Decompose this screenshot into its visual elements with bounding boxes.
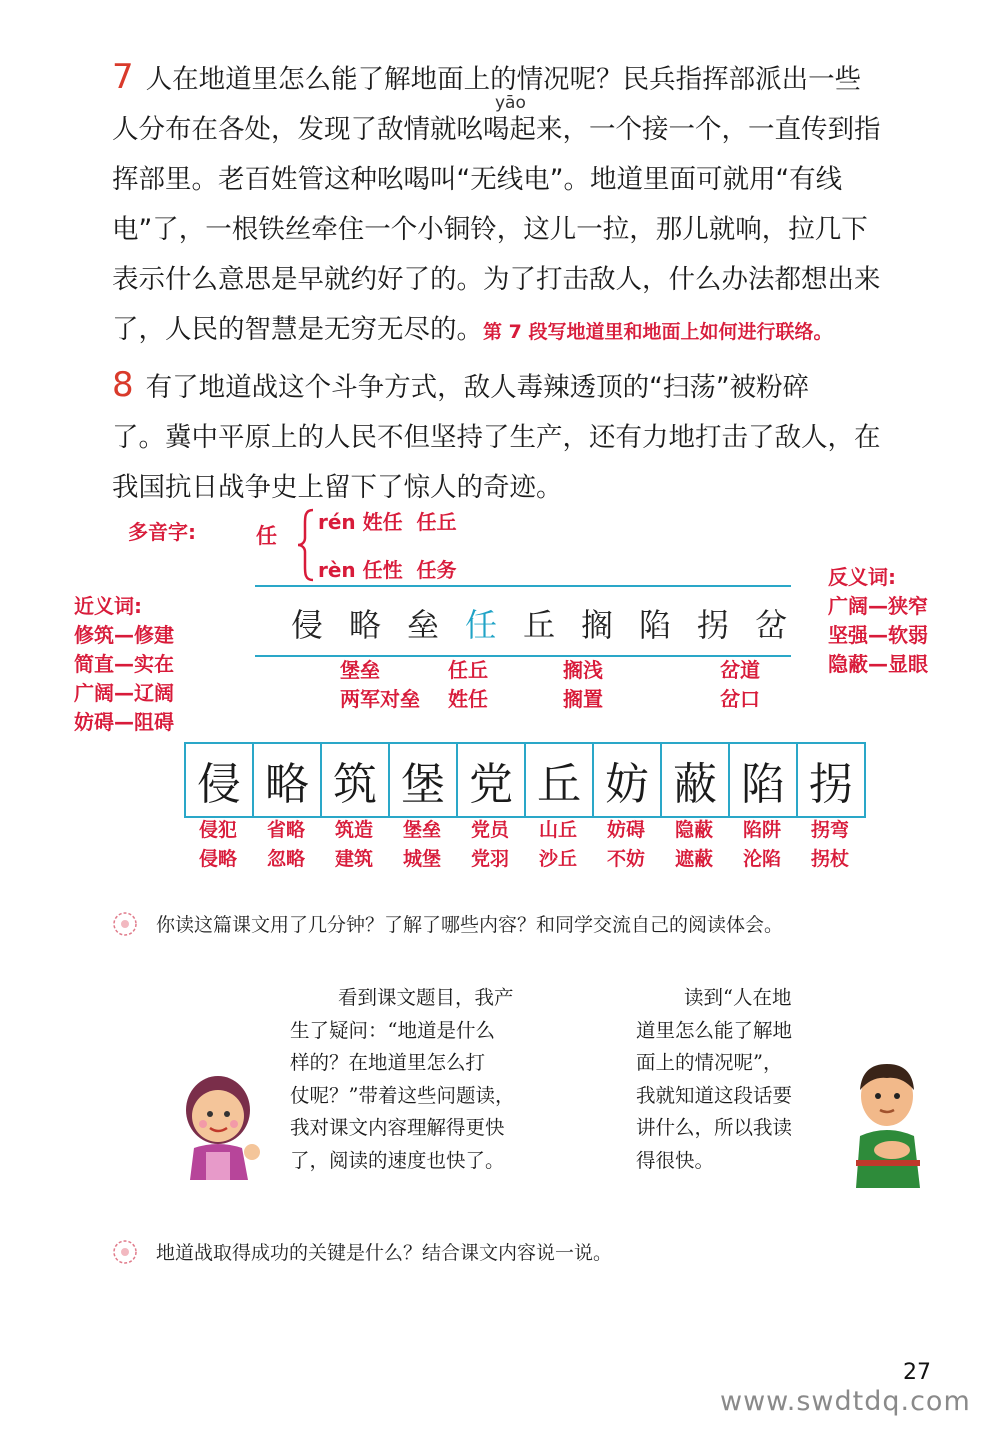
antonyms-title: 反义词: — [828, 565, 896, 589]
write-char-cell: 侵 — [186, 744, 254, 816]
recognize-char: 垒 — [406, 606, 439, 644]
polyphone-label: 多音字: — [128, 520, 196, 544]
recognize-chars-row — [285, 600, 793, 646]
page-number: 27 — [903, 1360, 931, 1385]
antonyms-box — [828, 563, 928, 679]
p8-line-1: 8 有了地道战这个斗争方式，敌人毒辣透顶的“扫荡”被粉碎 — [112, 365, 810, 405]
paragraph-7-note: 第 7 段写地道里和地面上如何进行联络。 — [483, 321, 833, 343]
recognize-word: 堡垒 — [340, 658, 380, 682]
watermark: www.swdtdq.com — [720, 1386, 971, 1417]
write-word-pair: 妨碍 不妨 — [606, 819, 645, 870]
recognize-word: 两军对垒 — [340, 687, 420, 711]
antonym-item: 隐蔽—显眼 — [828, 652, 928, 676]
write-char-cell: 堡 — [390, 744, 458, 816]
recognize-word-group — [720, 656, 760, 714]
p7-line-3: 挥部里。老百姓管这种吆喝叫“无线电”。地道里面可就用“有线 — [112, 164, 843, 195]
brace-icon — [296, 508, 316, 582]
write-char-cell: 党 — [458, 744, 526, 816]
recognize-char: 岔 — [754, 606, 787, 644]
synonyms-box — [74, 592, 174, 737]
recognize-char: 略 — [348, 606, 381, 644]
recognize-word: 搁浅 — [563, 658, 603, 682]
synonym-item: 简直—实在 — [74, 652, 174, 676]
recognize-word: 岔口 — [720, 687, 760, 711]
recognize-word: 姓任 — [448, 687, 488, 711]
write-word-pair: 堡垒 城堡 — [402, 819, 441, 870]
boy-avatar — [842, 1058, 932, 1188]
girl-avatar — [170, 1070, 270, 1180]
write-chars-grid — [184, 742, 866, 818]
p8-line-2: 了。冀中平原上的人民不但坚持了生产，还有力地打击了敌人，在 — [112, 422, 881, 453]
write-words-row — [184, 816, 864, 874]
write-word-pair: 省略 忽略 — [266, 819, 305, 870]
paragraph-number-8: 8 — [112, 365, 134, 405]
antonym-item: 广阔—狭窄 — [828, 594, 928, 618]
recognize-char-highlight: 任 — [464, 606, 497, 644]
recognize-char: 丘 — [522, 606, 555, 644]
recognize-char: 陷 — [638, 606, 671, 644]
recognize-char: 侵 — [290, 606, 323, 644]
synonym-item: 修筑—修建 — [74, 623, 174, 647]
chars-bottom-line — [255, 655, 791, 657]
recognize-word-group — [563, 656, 603, 714]
write-char-cell: 筑 — [322, 744, 390, 816]
antonym-item: 坚强—软弱 — [828, 623, 928, 647]
recognize-word-group — [340, 656, 420, 714]
write-char-cell: 蔽 — [662, 744, 730, 816]
paragraph-7 — [112, 52, 952, 357]
synonyms-title: 近义词: — [74, 594, 142, 618]
question-icon — [112, 911, 138, 937]
recognize-word: 搁置 — [563, 687, 603, 711]
write-word-pair: 山丘 沙丘 — [538, 819, 577, 870]
chars-top-line — [255, 585, 791, 587]
write-char-cell: 略 — [254, 744, 322, 816]
p7-line-1: 7 人在地道里怎么能了解地面上的情况呢？民兵指挥部派出一些 — [112, 57, 862, 97]
write-word-pair: 拐弯 拐杖 — [810, 819, 849, 870]
polyphone-char: 任 — [256, 524, 277, 548]
write-word-pair: 隐蔽 遮蔽 — [674, 819, 713, 870]
synonym-item: 广阔—辽阔 — [74, 681, 174, 705]
polyphone-reading-1: rén 姓任 任丘 — [318, 510, 457, 534]
write-char-cell: 妨 — [594, 744, 662, 816]
write-char-cell: 拐 — [809, 759, 853, 810]
p8-line-3: 我国抗日战争史上留下了惊人的奇迹。 — [112, 472, 563, 503]
write-word-pair: 侵犯 侵略 — [198, 819, 237, 870]
girl-speech-bubble: 看到课文题目，我产 生了疑问：“地道是什么 样的？在地道里怎么打 仗呢？”带着这些问题读， 我对课文内容理解得更快 了，阅读的速度也快了。 — [290, 986, 515, 1172]
synonym-item: 妨碍—阻碍 — [74, 710, 174, 734]
question-2: 地道战取得成功的关键是什么？结合课文内容说一说。 — [112, 1238, 612, 1265]
recognize-word: 任丘 — [448, 658, 488, 682]
write-char-cell: 陷 — [730, 744, 798, 816]
question-1: 你读这篇课文用了几分钟？了解了哪些内容？和同学交流自己的阅读体会。 — [112, 910, 783, 937]
paragraph-number-7: 7 — [112, 57, 134, 97]
pinyin-yao: yāo — [495, 93, 526, 113]
boy-speech-bubble: 读到“人在地 道里怎么能了解地 面上的情况呢”， 我就知道这段话要 讲什么，所以我读 得很快。 — [636, 986, 793, 1172]
recognize-char: 拐 — [696, 606, 729, 644]
paragraph-8 — [112, 360, 952, 513]
recognize-word-group — [448, 656, 488, 714]
p7-line-4: 电”了，一根铁丝牵住一个小铜铃，这儿一拉，那儿就响，拉几下 — [112, 214, 868, 245]
write-word-pair: 筑造 建筑 — [334, 819, 373, 870]
recognize-char: 搁 — [580, 606, 613, 644]
write-word-pair: 党员 党羽 — [470, 819, 509, 870]
polyphone-reading-2: rèn 任性 任务 — [318, 558, 457, 582]
p7-line-2: 人分布在各处，发现了敌情就吆喝起来，一个接一个，一直传到指 — [112, 114, 881, 145]
write-char-cell: 丘 — [526, 744, 594, 816]
question-icon — [112, 1239, 138, 1265]
write-word-pair: 陷阱 沦陷 — [742, 819, 781, 870]
recognize-word: 岔道 — [720, 658, 760, 682]
p7-line-6: 了，人民的智慧是无穷无尽的。第 7 段写地道里和地面上如何进行联络。 — [112, 314, 833, 345]
p7-line-5: 表示什么意思是早就约好了的。为了打击敌人，什么办法都想出来 — [112, 264, 881, 295]
